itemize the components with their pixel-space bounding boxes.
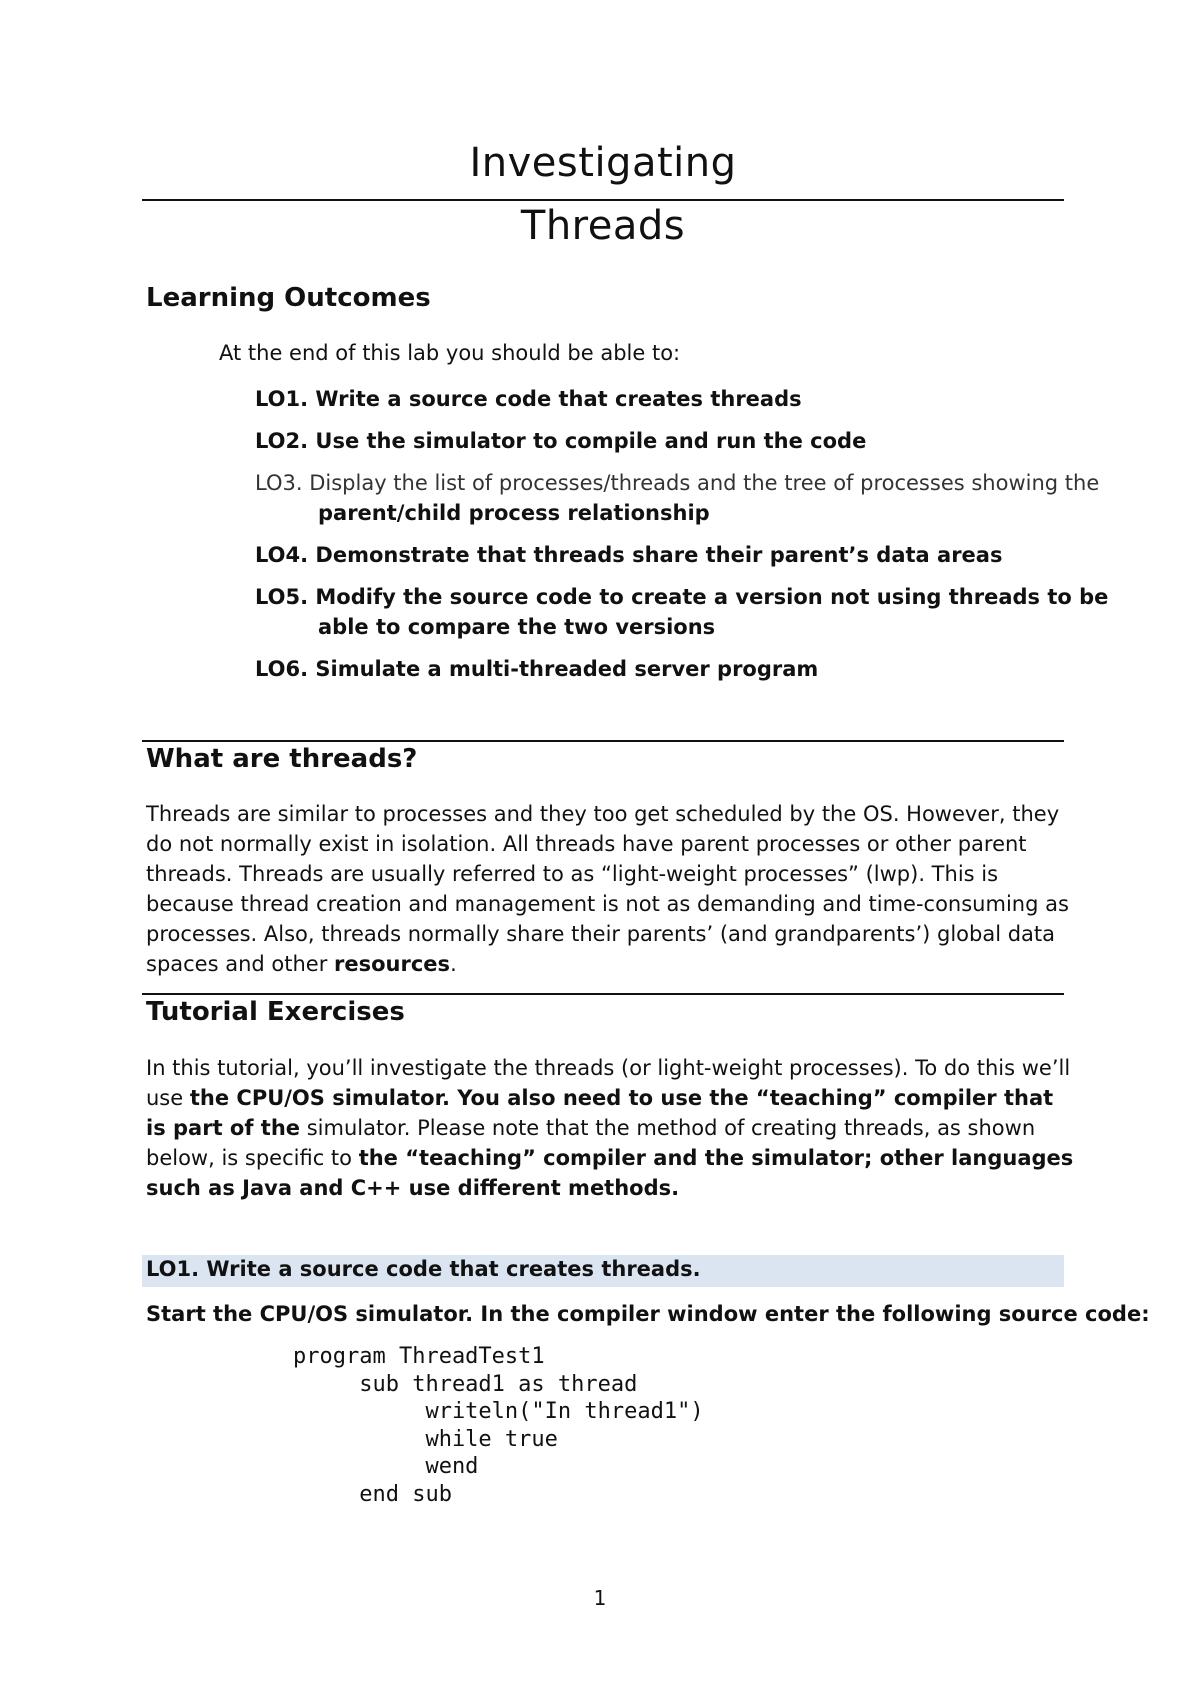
outcome-number: LO5.	[255, 585, 309, 609]
learning-outcome-item	[255, 468, 1099, 528]
outcome-text: Display the list of processes/threads and the tree of processes showing the	[309, 471, 1100, 495]
learning-outcome-item	[255, 426, 866, 456]
learning-outcomes-intro: At the end of this lab you should be able to:	[219, 341, 681, 365]
learning-outcome-item	[255, 582, 1108, 642]
paragraph-text-end: .	[450, 952, 457, 976]
section-divider	[142, 993, 1064, 995]
paragraph-bold-text: the “teaching” compiler and the simulator; other languages such as Java and C++ use different methods.	[146, 1146, 1074, 1200]
outcome-text: Simulate a multi-threaded server program	[315, 657, 819, 681]
paragraph-bold-text: . You also need to use the “teaching” compiler that is part of the	[146, 1086, 1054, 1140]
paragraph-bold-text: the CPU/OS simulator	[189, 1086, 442, 1110]
title-divider	[142, 199, 1064, 201]
compiler-instruction: Start the CPU/OS simulator. In the compiler window enter the following source code:	[146, 1302, 1150, 1326]
tutorial-paragraph	[146, 1053, 1076, 1203]
outcome-text: Use the simulator to compile and run the code	[315, 429, 867, 453]
outcome-text: Demonstrate that threads share their parent’s data areas	[315, 543, 1003, 567]
outcome-text-continued: able to compare the two versions	[318, 615, 716, 639]
section-divider	[142, 740, 1064, 742]
learning-outcome-item	[255, 540, 1002, 570]
outcome-text: Modify the source code to create a version not using threads to be	[315, 585, 1109, 609]
page-number: 1	[593, 1586, 607, 1610]
outcome-number: LO6.	[255, 657, 309, 681]
source-code-block: program ThreadTest1 sub thread1 as thread writeln("In thread1") while true wend end sub	[293, 1344, 704, 1507]
document-title-line1: Investigating	[469, 140, 737, 186]
what-are-threads-paragraph	[146, 799, 1076, 979]
lo1-section-heading-bar	[142, 1255, 1064, 1287]
tutorial-exercises-heading: Tutorial Exercises	[146, 997, 405, 1027]
outcome-text-continued: parent/child process relationship	[318, 501, 710, 525]
outcome-number: LO3.	[255, 471, 303, 495]
paragraph-text: simulator. Please note that the method of creating threads, as shown below, is specific to	[146, 1116, 1036, 1170]
learning-outcomes-heading: Learning Outcomes	[146, 283, 431, 313]
learning-outcome-item	[255, 384, 802, 414]
outcome-number: LO2.	[255, 429, 309, 453]
outcome-number: LO4.	[255, 543, 309, 567]
outcome-number: LO1.	[255, 387, 309, 411]
learning-outcome-item	[255, 654, 818, 684]
document-title-line2: Threads	[520, 203, 686, 249]
lo1-section-heading: LO1. Write a source code that creates threads.	[146, 1257, 701, 1281]
what-are-threads-heading: What are threads?	[146, 744, 418, 774]
paragraph-bold-text: resources	[334, 952, 451, 976]
paragraph-text: In this tutorial, you’ll investigate the threads (or light-weight processes). To do this we’ll use	[146, 1056, 1071, 1110]
paragraph-text: Threads are similar to processes and they too get scheduled by the OS. However, they do not normally exist in isolation. All threads have parent processes or other parent threads. Threads are usually referred to as “light-weight processes” (lwp). This is because thread creation and management is not as demanding and time-consuming as processes. Also, threads normally share their parents’ (and grandparents’) global data spaces and other	[146, 802, 1069, 976]
outcome-text: Write a source code that creates threads	[315, 387, 802, 411]
